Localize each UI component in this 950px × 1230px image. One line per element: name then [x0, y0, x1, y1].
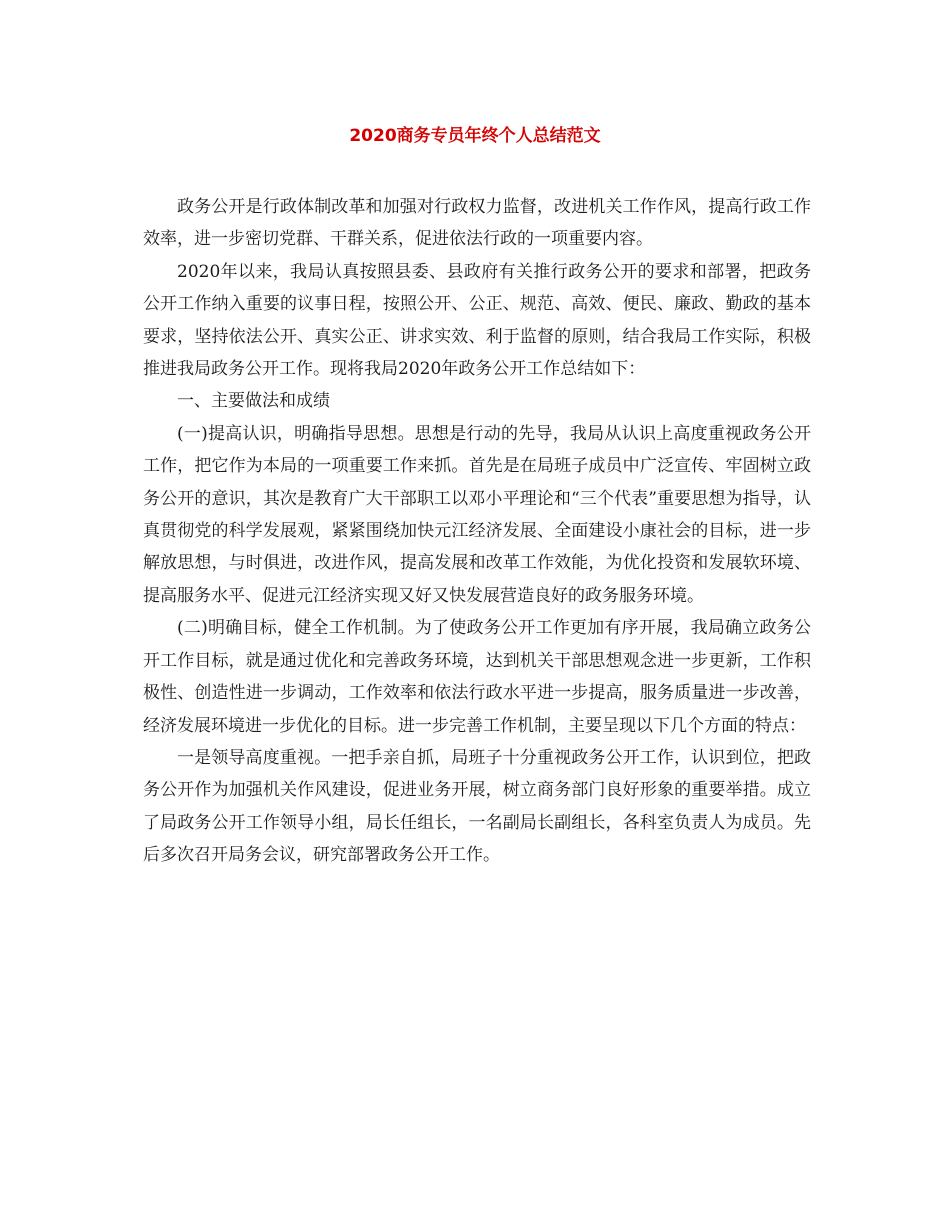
- paragraph-overview: 2020年以来，我局认真按照县委、县政府有关推行政务公开的要求和部署，把政务公开工作纳入重要的议事日程，按照公开、公正、规范、高效、便民、廉政、勤政的基本要求，坚持依法公开、真实公正、讲求实效、利于监督的原则，结合我局工作实际，积极推进我局政务公开工作。现将我局2020年政务公开工作总结如下：: [143, 261, 811, 380]
- document-title: 2020商务专员年终个人总结范文: [349, 126, 601, 146]
- paragraph-clarify-goals: (二)明确目标，健全工作机制。为了使政务公开工作更加有序开展，我局确立政务公开工作目标，就是通过优化和完善政务环境，达到机关干部思想观念进一步更新，工作积极性、创造性进一步调动，工作效率和依法行政水平进一步提高，服务质量进一步改善，经济发展环境进一步优化的目标。进一步完善工作机制，主要呈现以下几个方面的特点：: [143, 618, 811, 736]
- document-body: [143, 191, 811, 872]
- section-heading-main-practices: 一、主要做法和成绩: [177, 391, 330, 412]
- paragraph-raise-awareness: (一)提高认识，明确指导思想。思想是行动的先导，我局从认识上高度重视政务公开工作，把它作为本局的一项重要工作来抓。首先是在局班子成员中广泛宣传、牢固树立政务公开的意识，其次是教育广大干部职工以邓小平理论和“三个代表”重要思想为指导，认真贯彻党的科学发展观，紧紧围绕加快元江经济发展、全面建设小康社会的目标，进一步解放思想，与时俱进，改进作风，提高发展和改革工作效能，为优化投资和发展软环境、提高服务水平、促进元江经济实现又好又快发展营造良好的政务服务环境。: [143, 423, 811, 606]
- paragraph-intro: 政务公开是行政体制改革和加强对行政权力监督，改进机关工作作风，提高行政工作效率，进一步密切党群、干群关系，促进依法行政的一项重要内容。: [143, 197, 811, 250]
- paragraph-leadership: 一是领导高度重视。一把手亲自抓，局班子十分重视政务公开工作，认识到位，把政务公开作为加强机关作风建设，促进业务开展，树立商务部门良好形象的重要举措。成立了局政务公开工作领导小组，局长任组长，一名副局长副组长，各科室负责人为成员。先后多次召开局务会议，研究部署政务公开工作。: [143, 747, 811, 866]
